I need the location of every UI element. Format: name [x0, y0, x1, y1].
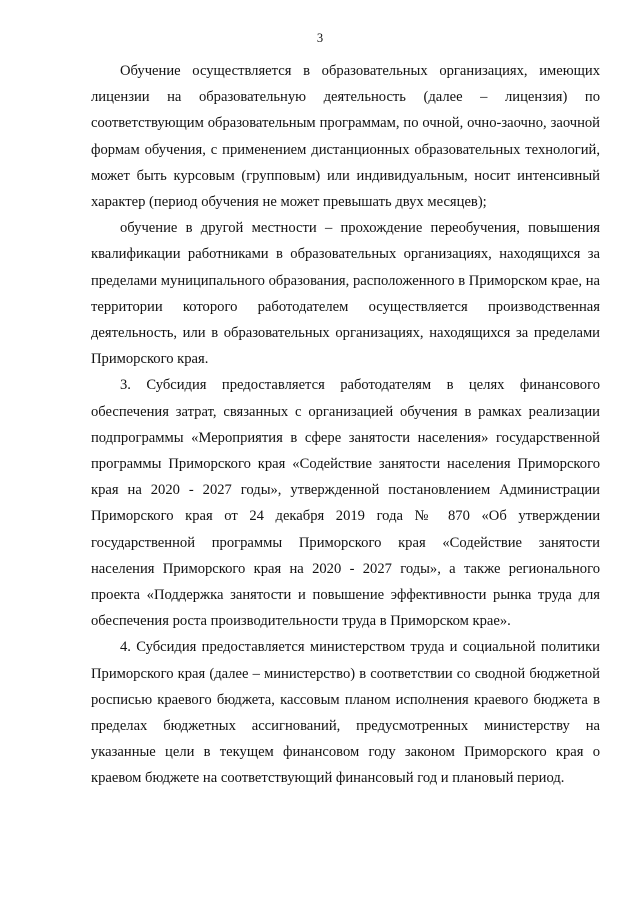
document-body: [91, 58, 600, 792]
paragraph-training-other-location: обучение в другой местности – прохождение переобучения, повышения квалификации работниками в образовательных организациях, находящихся за пределами муниципального образования, расположенного в Приморском крае, на территории которого работодателем осуществляется производственная деятельность, или в образовательных организациях, находящихся за пределами Приморского края.: [91, 220, 600, 368]
paragraph-item-3-subsidy-purpose: 3. Субсидия предоставляется работодателям в целях финансового обеспечения затрат, связанных с организацией обучения в рамках реализации подпрограммы «Мероприятия в сфере занятости населения» государственной программы Приморского края «Содействие занятости населения Приморского края на 2020 - 2027 годы», утвержденной постановлением Администрации Приморского края от 24 декабря 2019 года № 870 «Об утверждении государственной программы Приморского края «Содействие занятости населения Приморского края на 2020 - 2027 годы», а также регионального проекта «Поддержка занятости и повышение эффективности рынка труда для обеспечения роста производительности труда в Приморском крае».: [91, 377, 600, 630]
page-number: 3: [316, 31, 324, 45]
paragraph-item-4-subsidy-provider: 4. Субсидия предоставляется министерством труда и социальной политики Приморского края (далее – министерство) в соответствии со сводной бюджетной росписью краевого бюджета, кассовым планом исполнения краевого бюджета в пределах бюджетных ассигнований, предусмотренных министерству на указанные цели в текущем финансовом году законом Приморского края о краевом бюджете на соответствующий финансовый год и плановый период.: [91, 639, 600, 787]
paragraph-training-forms: Обучение осуществляется в образовательных организациях, имеющих лицензии на образовательную деятельность (далее – лицензия) по соответствующим образовательным программам, по очной, очно-заочно, заочной формам обучения, с применением дистанционных образовательных технологий, может быть курсовым (групповым) или индивидуальным, носит интенсивный характер (период обучения не может превышать двух месяцев);: [91, 63, 600, 211]
